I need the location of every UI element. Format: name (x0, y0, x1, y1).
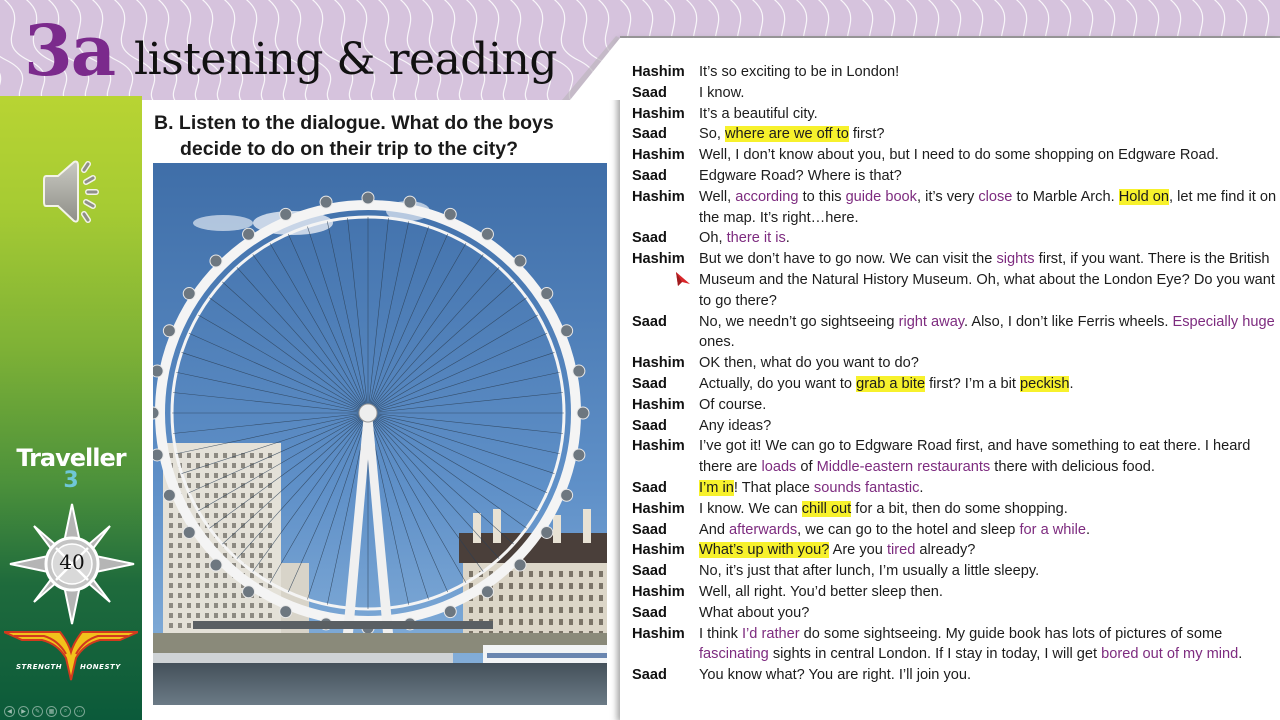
speech-segment: for a bit, then do some shopping. (851, 500, 1068, 517)
highlighted-phrase: Hold on (1118, 188, 1170, 205)
dialogue-line (632, 312, 1277, 354)
speech-segment: Any ideas? (699, 417, 772, 434)
speech-segment: No, it’s just that after lunch, I’m usually a little sleepy. (699, 563, 1040, 580)
previous-icon[interactable]: ◀ (4, 706, 15, 717)
more-icon[interactable]: ⋯ (74, 706, 85, 717)
speech-text (699, 436, 1277, 478)
speech-segment: . (1086, 521, 1091, 538)
speech-text (699, 312, 1277, 354)
page-number: 40 (59, 550, 85, 574)
exercise-instruction (154, 110, 614, 162)
speech-segment: first, if you want. There is the British Museum and the Natural History Museum. Oh, what about the London Eye? Do you want to go there? (699, 251, 1275, 309)
vocabulary-word: for a while (1019, 521, 1086, 538)
brand-level: 3 (63, 468, 79, 493)
vocabulary-word: Especially huge (1172, 313, 1275, 330)
speech-segment: I know. (699, 84, 745, 101)
slideshow-controls (4, 706, 85, 717)
speech-segment: . Also, I don’t like Ferris wheels. (964, 313, 1173, 330)
speaker-name: Saad (632, 313, 667, 330)
dialogue-line (632, 540, 1277, 561)
speech-segment: Oh, (699, 230, 727, 247)
dialogue-line (632, 478, 1277, 499)
speech-text (699, 83, 1277, 104)
speech-segment: OK then, what do you want to do? (699, 355, 919, 372)
laser-pointer-icon (674, 270, 692, 288)
slides-icon[interactable]: ▦ (46, 706, 57, 717)
speech-segment: to Marble Arch. (1012, 188, 1119, 205)
speaker-name: Saad (632, 667, 667, 684)
dialogue-line (632, 499, 1277, 520)
highlighted-phrase: What’s up with you? (699, 542, 830, 559)
speaker-name: Saad (632, 126, 667, 143)
speech-text (699, 166, 1277, 187)
speech-text (699, 561, 1277, 582)
speech-segment: , it’s very (916, 188, 979, 205)
dialogue-line (632, 353, 1277, 374)
speech-text (699, 249, 1277, 311)
dialogue-line (632, 416, 1277, 437)
speech-segment: to this (798, 188, 846, 205)
vocabulary-word: according (735, 188, 799, 205)
dialogue-line (632, 374, 1277, 395)
speech-segment: first? (848, 126, 885, 143)
speech-text (699, 228, 1277, 249)
vocabulary-word: guide book (845, 188, 917, 205)
speech-segment: What about you? (699, 604, 810, 621)
speech-segment: do some sightseeing. My guide book has lots of pictures of some (799, 625, 1223, 642)
speech-text (699, 187, 1277, 229)
speech-segment: I’ve got it! We can go to Edgware Road first, and have something to eat there. I heard there are (699, 438, 1251, 476)
speech-text (699, 540, 1277, 561)
speech-segment: So, (699, 126, 725, 143)
speech-segment: Actually, do you want to (699, 375, 857, 392)
dialogue-line (632, 228, 1277, 249)
dialogue-line (632, 561, 1277, 582)
speaker-name: Saad (632, 604, 667, 621)
speech-segment: . (1069, 375, 1074, 392)
page-title (0, 0, 620, 100)
vocabulary-word: bored out of my mind (1101, 646, 1239, 663)
speaker-name: Hashim (632, 542, 685, 559)
speech-text (699, 353, 1277, 374)
highlighted-phrase: peckish (1019, 375, 1070, 392)
dialogue-line (632, 83, 1277, 104)
highlighted-phrase: I’m in (699, 479, 734, 496)
speech-text (699, 104, 1277, 125)
vocabulary-word: I’d rather (742, 625, 800, 642)
speech-text (699, 520, 1277, 541)
speaker-name: Hashim (632, 64, 685, 80)
speech-segment: , let me find it on the map. It’s right…here. (699, 188, 1277, 226)
dialogue-line (632, 582, 1277, 603)
speaker-name: Saad (632, 417, 667, 434)
highlighted-phrase: grab a bite (856, 375, 926, 392)
speaker-name: Hashim (632, 355, 685, 372)
speech-text (699, 624, 1277, 666)
speech-segment: . (1238, 646, 1243, 663)
speech-text (699, 416, 1277, 437)
speech-segment: , we can go to the hotel and sleep (797, 521, 1020, 538)
dialogue-line (632, 62, 1277, 83)
highlighted-phrase: chill out (801, 500, 852, 517)
speech-segment: . (919, 479, 924, 496)
dialogue-line (632, 145, 1277, 166)
speech-segment: And (699, 521, 730, 538)
pen-icon[interactable]: ✎ (32, 706, 43, 717)
speech-segment: Well, all right. You’d better sleep then. (699, 583, 943, 600)
instruction-line-2: decide to do on their trip to the city? (180, 138, 519, 160)
speech-text (699, 478, 1277, 499)
speech-text (699, 374, 1277, 395)
dialogue-line (632, 395, 1277, 416)
speaker-name: Hashim (632, 147, 685, 164)
speech-segment: I know. We can (699, 500, 802, 517)
vocabulary-word: Middle-eastern restaurants (816, 459, 991, 476)
vocabulary-word: fascinating (699, 646, 769, 663)
speech-segment: ! That place (733, 479, 814, 496)
speaker-name: Saad (632, 563, 667, 580)
speaker-name: Hashim (632, 583, 685, 600)
speech-text (699, 603, 1277, 624)
speech-text (699, 499, 1277, 520)
speech-segment: No, we needn’t go sightseeing (699, 313, 899, 330)
vocabulary-word: sights (996, 251, 1035, 268)
vocabulary-word: loads (761, 459, 797, 476)
dialogue-line (632, 665, 1277, 686)
speech-segment: I think (699, 625, 742, 642)
speech-text (699, 124, 1277, 145)
london-eye-photo (153, 163, 607, 705)
speaker-name: Saad (632, 167, 667, 184)
dialogue-line (632, 124, 1277, 145)
speech-text (699, 582, 1277, 603)
speech-text (699, 665, 1277, 686)
motto-left: STRENGTH (16, 663, 63, 671)
dialogue-line (632, 187, 1277, 229)
speech-segment: But we don’t have to go now. We can visit the (699, 251, 997, 268)
speech-segment: It’s a beautiful city. (699, 105, 818, 122)
dialogue-line (632, 603, 1277, 624)
speech-segment: . (785, 230, 790, 247)
vocabulary-word: tired (886, 542, 916, 559)
speech-segment: sights in central London. If I stay in today, I will get (768, 646, 1102, 663)
speaker-name: Saad (632, 84, 667, 101)
motto-right: HONESTY (80, 663, 121, 671)
speech-segment: ones. (699, 334, 735, 351)
dialogue (632, 62, 1277, 686)
speaker-name: Saad (632, 521, 667, 538)
dialogue-line (632, 104, 1277, 125)
dialogue-line (632, 249, 1277, 311)
dialogue-line (632, 624, 1277, 666)
speaker-name: Hashim (632, 438, 685, 455)
instruction-line-1: B. Listen to the dialogue. What do the boys (154, 112, 554, 134)
highlighted-phrase: where are we off to (724, 126, 849, 143)
speaker-name: Hashim (632, 188, 685, 205)
speech-segment: You know what? You are right. I’ll join you. (699, 667, 972, 684)
speaker-icon[interactable] (42, 160, 108, 224)
dialogue-line (632, 166, 1277, 187)
speech-text (699, 395, 1277, 416)
speaker-name: Saad (632, 479, 667, 496)
speech-segment: Are you (829, 542, 887, 559)
speech-text (699, 145, 1277, 166)
vocabulary-word: afterwards (729, 521, 798, 538)
speech-segment: Well, I don’t know about you, but I need to do some shopping on Edgware Road. (699, 147, 1219, 164)
speech-text (699, 62, 1277, 83)
speaker-name: Saad (632, 375, 667, 392)
speech-segment: Edgware Road? Where is that? (699, 167, 902, 184)
vocabulary-word: there it is (726, 230, 786, 247)
vocabulary-word: close (978, 188, 1013, 205)
speech-segment: of (796, 459, 817, 476)
wings-logo-icon (4, 628, 138, 682)
speech-segment: there with delicious food. (990, 459, 1155, 476)
speaker-name: Hashim (632, 105, 685, 122)
next-icon[interactable]: ▶ (18, 706, 29, 717)
speaker-name: Saad (632, 230, 667, 247)
speaker-name: Hashim (632, 625, 685, 642)
dialogue-line (632, 436, 1277, 478)
vocabulary-word: right away (898, 313, 965, 330)
page-fold (540, 36, 624, 100)
zoom-icon[interactable]: ⌕ (60, 706, 71, 717)
dialogue-line (632, 520, 1277, 541)
vocabulary-word: sounds fantastic (813, 479, 920, 496)
speaker-name: Hashim (632, 251, 685, 268)
brand-name: Traveller (16, 444, 126, 472)
speech-segment: first? I’m a bit (925, 375, 1020, 392)
speech-segment: already? (915, 542, 976, 559)
speech-segment: It’s so exciting to be in London! (699, 64, 900, 80)
unit-number: 3a (24, 9, 115, 92)
speech-segment: Well, (699, 188, 736, 205)
speaker-name: Hashim (632, 396, 685, 413)
section-title: listening & reading (134, 34, 558, 85)
speaker-name: Hashim (632, 500, 685, 517)
speech-segment: Of course. (699, 396, 767, 413)
